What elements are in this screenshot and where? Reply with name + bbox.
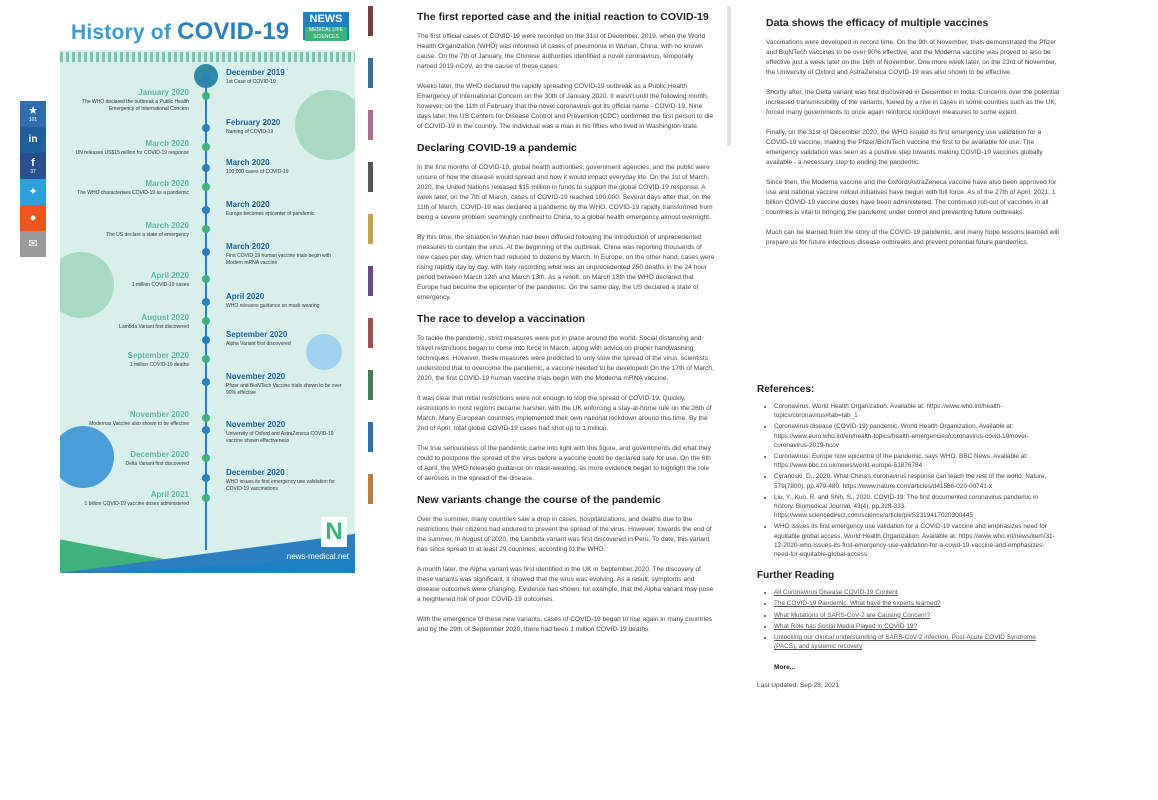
event-text: Europe becomes epicenter of pandemic: [226, 211, 315, 217]
timeline-event: [69, 351, 189, 369]
event-date: March 2020: [145, 221, 189, 230]
last-updated: Last Updated: Sep 28, 2021: [757, 682, 840, 690]
timeline-event: [226, 468, 346, 492]
timeline-event: [226, 330, 346, 348]
twitter-icon: ✦: [28, 185, 38, 198]
paragraph: Finally, on the 31st of December 2020, the WHO issued its first emergency use validation for a COVID-19 vaccine, making the Pfizer/BioNTech vaccine the first to be available for use. The emergency validation was seen as a positive step towards making COVID-19 vaccines globally available - a necessary step to ending the pandemic.: [766, 129, 1043, 166]
event-date: April 2020: [226, 292, 265, 301]
favorite-button[interactable]: [20, 101, 46, 127]
event-date: November 2020: [226, 372, 286, 381]
timeline-event: [69, 410, 189, 428]
further-reading-item: [774, 599, 1057, 608]
covid-history-infographic: [60, 6, 355, 573]
further-reading-link[interactable]: What Mutations of SARS-CoV-2 are Causing Concern?: [774, 611, 931, 619]
references-section: [757, 385, 1057, 691]
further-reading-link[interactable]: The COVID-19 Pandemic: What have the experts learned?: [774, 600, 941, 608]
event-text: The WHO declared the outbreak a Public Health Emergency of International Concern: [82, 99, 189, 112]
event-date: April 2021: [150, 490, 189, 499]
references-heading: References:: [757, 384, 815, 395]
linkedin-share-button[interactable]: [20, 127, 46, 153]
event-text: 1 million COVID-19 cases: [131, 282, 189, 288]
logo-sub-text: MEDICAL LIFE SCIENCES: [305, 27, 347, 41]
timeline-node: [202, 143, 210, 151]
infographic-credit: news-medical.net: [286, 552, 349, 561]
timeline-event: [69, 450, 189, 468]
event-date: March 2020: [145, 139, 189, 148]
timeline-node: [202, 414, 210, 422]
timeline-node: [202, 248, 210, 256]
further-reading-item: [774, 588, 1057, 597]
timeline-node: [202, 225, 210, 233]
linkedin-icon: in: [28, 134, 38, 145]
event-text: University of Oxford and AstraZeneca COVID-19 vaccine shown effectiveness: [226, 431, 334, 444]
references-list: [757, 402, 1057, 559]
star-icon: ★: [28, 104, 38, 117]
facebook-icon: f: [31, 156, 35, 169]
timeline-event: [226, 200, 346, 218]
reference-item[interactable]: • Coronavirus. World Health Organization. Available at: https://www.who.int/health-topics/coronavirus#tab=tab_1: [774, 402, 1057, 420]
reference-item[interactable]: • Cyranoski, D., 2020. What China's coronavirus response can teach the rest of the world. Nature, 579(7800), pp.479-480. https://www.nature.com/articles/d41586-020-00741-x: [774, 472, 1057, 490]
timeline-node: [202, 92, 210, 100]
event-date: March 2020: [226, 200, 270, 209]
event-text: The WHO characterises COVID-19 as a pandemic: [77, 190, 189, 196]
timeline-event: [69, 179, 189, 197]
timeline-event: [226, 242, 346, 266]
paragraph: Shortly after, the Delta variant was first discovered in December in India. Concerns over the potential increased transmissibility of the variants, fueled by a rise in cases in some counties such as the UK, forced many governments to once again reinforce lockdown measures to some extent.: [766, 89, 1060, 116]
event-text: Lambda Variant first discovered: [119, 324, 189, 330]
news-medical-logo: [303, 12, 349, 40]
timeline-node: [202, 317, 210, 325]
event-text: Delta Variant first discovered: [125, 461, 189, 467]
paragraph: Much can be learned from the story of the COVID-19 pandemic, and many hope lessons learned will prepare us for future infectious disease outbreaks and prevent potential future pandemics.: [766, 229, 1059, 246]
timeline-event: [69, 490, 189, 508]
event-text: The US declare a state of emergency: [106, 232, 189, 238]
article-column-left: [417, 11, 715, 645]
further-reading-link[interactable]: What Role has Social Media Played in COVID-19?: [774, 622, 918, 630]
timeline-event: [69, 221, 189, 239]
paragraph: Weeks later, the WHO declared the rapidly spreading COVID-19 outbreak as a Public Health Emergency of International Concern on the 30th of January 2020. It wasn't until the following month, however, on the 11th of February that the novel coronavirus got its official name - COVID-19. Nine days later, the US Centers for Disease Control and Prevention (CDC) confirmed the first person to die of COVID-19 in the country. The individual was a man in his fifties who lived in Washington state.: [417, 83, 714, 130]
timeline-event: [69, 139, 189, 157]
favorite-count: 101: [28, 116, 38, 123]
event-date: November 2020: [129, 410, 189, 419]
paragraph: It was clear that initial restrictions were not enough to stop the spread of COVID-19. Quickly, restrictions in most regions became harsher, with the UK enforcing a stay-at-home rule on the 26th of March. Many European countries implemented their own national lockdown around this time. By the 2nd of April, total global COVID-19 cases had shot up to 1 million.: [417, 395, 712, 432]
timeline-node: [202, 206, 210, 214]
event-date: December 2020: [226, 468, 285, 477]
event-date: September 2020: [127, 351, 189, 360]
timeline-event: [69, 313, 189, 331]
event-text: Alpha Variant first discovered: [226, 341, 291, 347]
event-date: January 2020: [138, 88, 189, 97]
further-reading-item: [774, 633, 1057, 651]
reference-item[interactable]: • Coronavirus: Europe now epicentre of the pandemic, says WHO. BBC News. Available at: https://www.bbc.co.uk/news/world-europe-51876784: [774, 452, 1057, 470]
event-date: February 2020: [226, 118, 281, 127]
reference-item[interactable]: • Coronavirus disease (COVID-19) pandemic. World Health Organization. Available at: https://www.euro.who.int/en/health-topics/health-emergencies/coronavirus-covid-19/novel-coronavirus-2019-ncov: [774, 422, 1057, 450]
event-date: November 2020: [226, 420, 286, 429]
timeline-node: [202, 183, 210, 191]
timeline-event: [226, 68, 346, 86]
reddit-icon: ●: [29, 211, 37, 224]
paragraph: With the emergence of these new variants, cases of COVID-19 began to rise again in many countries and by the 29th of September 2020, there had been 1 million COVID-19 deaths.: [417, 616, 713, 633]
article-column-right: [766, 17, 1064, 258]
event-text: 100,000 cases of COVID-19: [226, 169, 289, 175]
further-reading-heading: Further Reading: [757, 570, 835, 582]
timeline-node: [202, 494, 210, 502]
dots-divider: [60, 52, 355, 62]
event-text: UN releases US$15 million for COVID-19 response: [75, 150, 189, 156]
event-date: March 2020: [226, 158, 270, 167]
timeline-node: [202, 298, 210, 306]
timeline-event: [226, 292, 346, 310]
event-text: Naming of COVID-19: [226, 129, 274, 135]
image-strip-right: [727, 6, 731, 146]
section-heading: Declaring COVID-19 a pandemic: [417, 142, 577, 154]
timeline-node: [202, 164, 210, 172]
further-reading-link[interactable]: Unlocking our clinical understanding of SARS-CoV-2 infection, Post-Acute COVID Syndrome (PACS), and systemic recovery: [774, 634, 1036, 651]
timeline-node: [202, 74, 210, 82]
event-text: Pfizer and BioNTech Vaccine trials shown to be over 90% effective: [226, 383, 342, 396]
event-date: December 2020: [130, 450, 189, 459]
event-text: 1 billion COVID-19 vaccine doses administered: [84, 501, 189, 507]
timeline-event: [226, 158, 346, 176]
event-date: December 2019: [226, 68, 285, 77]
paragraph: A month later, the Alpha variant was first identified in the UK in September 2020. The discovery of these variants was significant, it showed that the virus was evolving. As a result, symptoms and disease outcomes were changing. Evidence has shown, for example, that the Alpha variant may pose a heightened risk of poor COVID-19 outcomes.: [417, 566, 714, 603]
timeline-node: [202, 426, 210, 434]
timeline-event: [69, 88, 189, 112]
event-text: First COVID-19 human vaccine trials begin with Modern mRNA vaccine: [226, 253, 332, 266]
infographic-title: [71, 18, 289, 46]
title-prefix: History of: [71, 21, 172, 44]
paragraph: By this time, the situation in Wuhan had been diffused following the introduction of unprecedented measures to contain the virus. At the beginning of the outbreak, China was reporting thousands of new cases per day, which had reduced to dozens by March. In Europe, on the other hand, cases were rising rapidly day by day, with Italy recording what was an unprecedented 250 deaths in the 24 hour period between March 12th and March 13th. As a result, on March 13th the WHO declared that Europe had become the epicenter of the pandemic. On the same day, the US declared a state of emergency.: [417, 234, 715, 301]
event-text: WHO issues its first emergency use validation for COVID-19 vaccinations: [226, 479, 335, 492]
timeline-event: [226, 118, 346, 136]
paragraph: The true seriousness of the pandemic came into light with this figure, and governments did what they could to postpone the spread of the virus before a vaccine could be declared safe for use. On the 6th of April, the WHO released guidance on mask-wearing, as more evidence began to highlight the role of aerosols in the spread of the disease.: [417, 445, 711, 482]
news-medical-n-logo: N: [321, 517, 347, 547]
facebook-share-button[interactable]: [20, 153, 46, 179]
paragraph: In the first months of COVID-19, global health authorities, government agencies, and the public were unsure of how the disease would spread and how it would impact everyday life. On the 1st of March, 2020, the United Nations released $15 million in funds to support the global COVID-19 response. A week later, on the 7th of March, cases of COVID-19 reached 100,000. Several days after that, on the 11th of March, COVID-19 was declared a pandemic by the WHO. COVID-19 rapidly transformed from being a severe problem seemingly confined to China, to a global health emergency almost overnight.: [417, 164, 713, 221]
further-reading-list: [757, 588, 1057, 651]
event-text: WHO releases guidance on mask wearing: [226, 303, 320, 309]
paragraph: To tackle the pandemic, strict measures were put in place around the world. Social distancing and travel restrictions began to come into force in March, along with advice on proper handwashing techniques. However, these measures were predicted to only slow the spread of the virus, scientists understood that to overcome the pandemic, a vaccine needed to be developed/ On the 17th of March, 2020, the first COVID-19 human vaccine trials begin with the Moderna mRNA vaccine.: [417, 335, 714, 382]
timeline-node: [202, 355, 210, 363]
timeline-node: [202, 336, 210, 344]
section-heading: The first reported case and the initial reaction to COVID-19: [417, 11, 709, 23]
image-strip: [368, 6, 373, 576]
infographic-header: [60, 6, 355, 50]
event-date: March 2020: [226, 242, 270, 251]
event-text: Modernas Vaccine also shown to be effective: [89, 421, 189, 427]
further-reading-item: [774, 611, 1057, 620]
paragraph: Over the summer, many countries saw a drop in cases, hospitalizations, and deaths due to the restrictions their citizens had endured to prevent the spread of the virus. However, towards the end of the summer, in August of 2020, the Lambda variant was first discovered in Peru. To date, this variant has since spread to at least 29 countries, according to the WHO.: [417, 516, 712, 553]
reddit-share-button[interactable]: [20, 205, 46, 231]
section-heading: Data shows the efficacy of multiple vaccines: [766, 17, 989, 29]
timeline-node: [202, 275, 210, 283]
section-heading: The race to develop a vaccination: [417, 313, 586, 325]
further-reading-link[interactable]: All Coronavirus Disease COVID-19 Content: [774, 589, 898, 597]
event-date: August 2020: [141, 313, 189, 322]
twitter-share-button[interactable]: [20, 179, 46, 205]
timeline-event: [226, 420, 346, 444]
reference-item[interactable]: • Liu, Y., Kuo, R. and Shih, S., 2020. COVID-19: The first documented coronavirus pandemic in history. Biomedical Journal, 43(4), pp.328-333. https://www.sciencedirect.com/science/article/pii/S2319417020300445: [774, 493, 1057, 521]
event-date: March 2020: [145, 179, 189, 188]
more-link[interactable]: More...: [774, 664, 796, 672]
timeline-node: [202, 124, 210, 132]
further-reading-item: [774, 622, 1057, 631]
facebook-count: 37: [30, 168, 36, 175]
timeline-event: [69, 271, 189, 289]
email-share-button[interactable]: [20, 231, 46, 257]
logo-top-text: NEWS: [309, 13, 343, 25]
section-heading: New variants change the course of the pandemic: [417, 494, 661, 506]
email-icon: ✉: [28, 237, 38, 250]
timeline-node: [202, 454, 210, 462]
event-date: September 2020: [226, 330, 288, 339]
event-date: April 2020: [150, 271, 189, 280]
timeline-node: [202, 474, 210, 482]
paragraph: Since then, the Moderna vaccine and the Oxford/AstraZeneca vaccine have also been approved for use and national vaccine rollout initiatives have begun with full force. As of the 27th of April, 2021, 1 billion COVID-19 vaccine doses have been administered. The continued roll-out of vaccines in all countries is vital to bringing the pandemic under control and preventing future outbreaks.: [766, 179, 1057, 216]
timeline-node: [202, 378, 210, 386]
reference-item[interactable]: • WHO issues its first emergency use validation for a COVID-19 vaccine and emphasizes need for equitable global access. World Health Organization. Available at: https://www.who.int/news/item/31-12-2020-who-issues-its-first-emergency-use-validation-for-a-covid-19-vaccine-and-emphasizes-need-for-equitable-global-access: [774, 522, 1057, 559]
paragraph: The first official cases of COVID-19 were recorded on the 31st of December, 2019, when the World Health Organization (WHO) was informed of cases of pneumonia in Wuhan, China, with no known cause. On the 7th of January, the Chinese authorities identified a novel coronavirus, temporally named 2019-nCoV, as the cause of these cases.: [417, 33, 706, 70]
paragraph: Vaccinations were developed in record time. On the 9th of November, trials demonstrated the Pfizer and BioNTech vaccines to be over 90% effective, and the Moderna vaccine was proved to also be effective just a week later on the 16th of November. One more week later, on the 23rd of November, the University of Oxford and AstraZeneca COVID-19 was also shown to be effective.: [766, 39, 1057, 76]
title-main: COVID-19: [177, 18, 290, 45]
event-text: 1st Case of COVID-19: [226, 79, 276, 85]
event-text: 1 million COVID-19 deaths: [129, 362, 189, 368]
timeline-event: [226, 372, 346, 396]
share-bar: [20, 101, 46, 257]
